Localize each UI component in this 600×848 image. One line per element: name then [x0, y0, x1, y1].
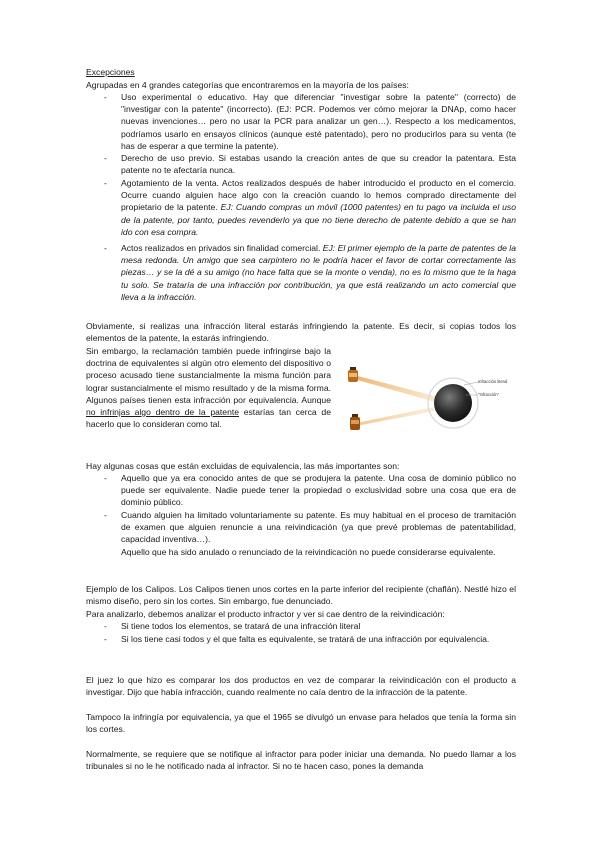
excluded-public-domain: Aquello que ya era conocido antes de que se produjera la patente. Una cosa de dominio público no puede ser equivalente. Nadie puede tener la propiedad o exclusividad sobre una cosa que era de dominio público.	[121, 473, 516, 508]
notification-paragraph: Normalmente, se requiere que se notifique al infractor para poder iniciar una demanda. No puedo llamar a los tribunales si no le he notificado nada al infractor. Si no te hacen caso, pones la demanda	[86, 749, 516, 772]
bullet-dash: -	[104, 153, 107, 163]
exception-private-acts	[121, 242, 516, 303]
bullet-dash: -	[104, 634, 107, 644]
bullet-dash: -	[104, 92, 107, 102]
judge-paragraph: El juez lo que hizo es comparar los dos productos en vez de comparar la reivindicación con el producto a investigar. Dijo que había infracción, cuando realmente no caía dentro de la infracción de la patente.	[86, 675, 516, 698]
equivalence-1965-paragraph: Tampoco la infringía por equivalencia, ya que el 1965 se divulgó un envase para helados que tenía la forma sin los cortes.	[86, 712, 516, 735]
bullet-dash: -	[104, 243, 107, 253]
bullet-dash: -	[104, 178, 107, 188]
exception-experimental: Uso experimental o educativo. Hay que diferenciar "investigar sobre la patente" (correcto) de "investigar con la patente" (incorrecto). (EJ: PCR. Podemos ver cómo mejorar la DNAp, como hacer nuevas invenciones… pero no usar la PCR para analizar un gen…). Respecto a los medicamentos, podríamos usarlo en ensayos clínicos (aunque esté patentado), pero no producirlos para su venta (te has de esperar a que termine la patente).	[121, 92, 516, 151]
exception-private-text: Actos realizados en privados sin finalidad comercial.	[121, 243, 321, 253]
figure-label-top: Infracción literal	[478, 379, 508, 384]
intro-paragraph: Agrupadas en 4 grandes categorías que encontraremos en la mayoría de los países:	[86, 80, 409, 90]
doctrine-paragraph	[86, 345, 331, 430]
bottle-top-icon	[348, 367, 358, 382]
doctrine-rest: estarías tan cerca de hacerlo que lo consideran como tal.	[86, 407, 331, 430]
exception-exhaustion	[121, 177, 516, 238]
analysis-equivalence: Si los tiene casi todos y el que falta es equivalente, se tratará de una infracción por equivalencia.	[121, 634, 490, 644]
bottle-bottom-icon	[350, 414, 360, 430]
bullet-dash: -	[104, 510, 107, 520]
calipos-paragraph: Ejemplo de los Calipos. Los Calipos tienen unos cortes en la parte inferior del recipiente (chaflán). Nestlé hizo el mismo diseño, pero sin los cortes. Sin embargo, fue denunciado.	[86, 584, 516, 607]
analysis-intro: Para analizarlo, debemos analizar el producto infractor y ver si cae dentro de la reivindicación:	[86, 609, 445, 619]
doctrine-text: Sin embargo, la reclamación también puede infringirse bajo la doctrina de equivalentes si algún otro elemento del dispositivo o proceso acusado tiene sustancialmente la misma función para lograr sustancialmente el mismo resultado y de la misma forma. Algunos países tienen esta infracción por equivalencia. Aunque	[86, 346, 331, 405]
beam-bottom	[356, 405, 446, 426]
exception-private-example: EJ: El primer ejemplo de la parte de patentes de la mesa redonda. Un amigo que sea carpintero no le podría hacer el favor de cortar correctamente las piezas… y se la dé a su amigo (no hace falta que se la monte o venda), no es lo mismo que te la haga tu solo. Se trataría de una infracción por contribución, ya que está realizando un acto comercial que lleva a la infracción.	[121, 243, 516, 302]
literal-infringement-paragraph: Obviamente, si realizas una infracción literal estarás infringiendo la patente. Es decir, si copias todos los elementos de la patente, la estarás infringiendo.	[86, 321, 516, 344]
exception-exhaustion-text: Agotamiento de la venta. Actos realizados después de haber introducido el producto en el comercio. Ocurre cuando alguien hace algo con la creación cuando lo hemos comprado directamente del propietario de la patente.	[121, 178, 516, 213]
infringement-figure	[338, 365, 520, 437]
exception-prior-use: Derecho de uso previo. Si estabas usando la creación antes de que su creador la patentara. Esta patente no te afectaría nunca.	[121, 153, 516, 176]
excluded-limited-patent: Cuando alguien ha limitado voluntariamente su patente. Es muy habitual en el proceso de tramitación de examen que alguien renuncie a una reivindicación (ya que prevé problemas de patentabilidad, capacidad inventiva…).	[121, 510, 516, 545]
excluded-annulled: Aquello que ha sido anulado o renunciado de la reivindicación no puede considerarse equivalente.	[121, 547, 496, 557]
figure-label-bottom: "Infracción"	[478, 392, 500, 397]
target-sphere	[434, 384, 472, 422]
analysis-literal: Si tiene todos los elementos, se tratará de una infracción literal	[121, 621, 361, 631]
section-title: Excepciones	[86, 67, 135, 77]
excluded-intro: Hay algunas cosas que están excluidas de equivalencia, las más importantes son:	[86, 461, 400, 471]
bullet-dash: -	[104, 473, 107, 483]
doctrine-underlined: no infrinjas algo dentro de la patente	[86, 407, 240, 418]
bullet-dash: -	[104, 621, 107, 631]
exception-exhaustion-example: EJ: Cuando compras un móvil (1000 patentes) en tu pago va incluida el uso de la patente, por tanto, puedes revenderlo ya que no tiene derecho de patente debido a que se han ido con esa compra.	[121, 202, 517, 237]
